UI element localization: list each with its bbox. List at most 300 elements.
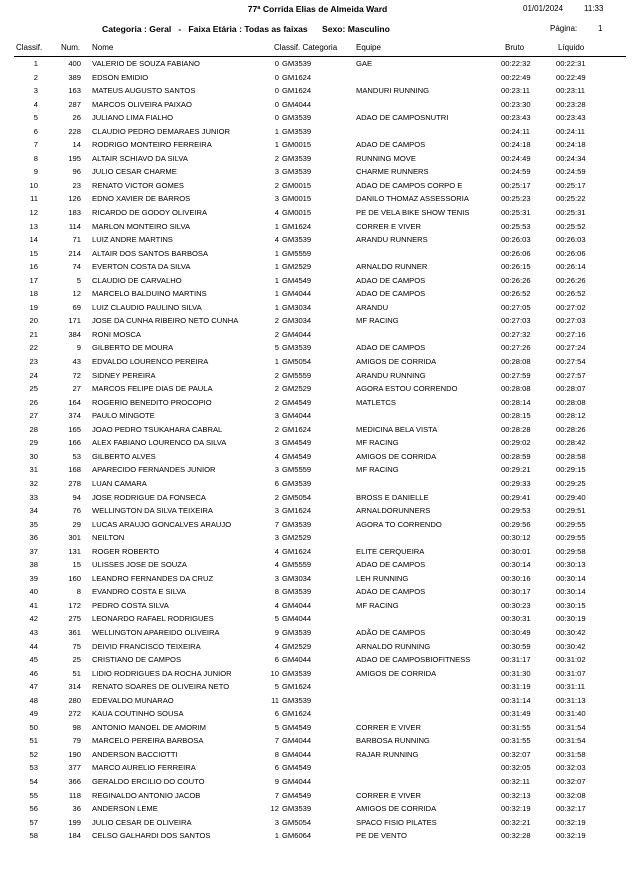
cell-bruto: 00:31:55 [501,722,531,732]
cell-bruto: 00:30:23 [501,600,531,610]
cell-liquido: 00:31:02 [556,655,586,665]
cell-classif: 43 [29,627,38,637]
cell-liquido: 00:31:13 [556,695,586,705]
cell-bruto: 00:27:32 [501,329,531,339]
table-row [0,775,635,789]
header-nome: Nome [92,43,114,52]
cell-categoria: GM4044 [282,600,312,610]
cell-classif-categoria-pos: 2 [274,316,279,326]
cell-liquido: 00:25:31 [556,208,586,218]
table-row [0,531,635,545]
table-row [0,220,635,234]
cell-classif-categoria-pos: 2 [274,397,279,407]
cell-classif-categoria-pos: 3 [274,167,279,177]
cell-classif: 37 [29,546,38,556]
cell-classif-categoria-pos: 1 [274,221,279,231]
table-row [0,599,635,613]
cell-bruto: 00:30:17 [501,587,531,597]
cell-num: 384 [68,329,81,339]
cell-num: 53 [72,451,81,461]
cell-equipe: ARNALDORUNNERS [356,506,431,516]
cell-num: 36 [72,804,81,814]
cell-classif-categoria-pos: 6 [274,478,279,488]
cell-bruto: 00:29:33 [501,478,531,488]
cell-nome: RENATO VICTOR GOMES [92,180,184,190]
cell-num: 301 [68,533,81,543]
cell-bruto: 00:28:28 [501,424,531,434]
cell-nome: ROGERIO BENEDITO PROCOPIO [92,397,212,407]
cell-num: 166 [68,438,81,448]
cell-liquido: 00:30:42 [556,627,586,637]
cell-classif-categoria-pos: 2 [274,180,279,190]
cell-num: 377 [68,763,81,773]
cell-classif: 56 [29,804,38,814]
cell-bruto: 00:29:56 [501,519,531,529]
cell-liquido: 00:29:25 [556,478,586,488]
cell-categoria: GM2529 [282,384,312,394]
cell-num: 272 [68,709,81,719]
cell-num: 71 [72,235,81,245]
cell-classif: 40 [29,587,38,597]
cell-classif: 31 [29,465,38,475]
cell-classif: 7 [33,140,38,150]
cell-bruto: 00:27:05 [501,302,531,312]
table-row [0,585,635,599]
cell-num: 12 [72,289,81,299]
cell-num: 171 [68,316,81,326]
cell-classif-categoria-pos: 2 [274,384,279,394]
cell-liquido: 00:25:17 [556,180,586,190]
cell-categoria: GM1624 [282,546,312,556]
cell-categoria: GM2529 [282,641,312,651]
cell-nome: ALTAIR SCHIAVO DA SILVA [92,153,188,163]
cell-classif-categoria-pos: 7 [274,519,279,529]
cell-num: 278 [68,478,81,488]
cell-classif-categoria-pos: 4 [274,641,279,651]
table-row [0,707,635,721]
cell-liquido: 00:27:16 [556,329,586,339]
cell-classif-categoria-pos: 0 [274,99,279,109]
cell-bruto: 00:29:02 [501,438,531,448]
cell-classif-categoria-pos: 6 [274,763,279,773]
cell-categoria: GM4044 [282,614,312,624]
cell-liquido: 00:29:40 [556,492,586,502]
cell-nome: LUIZ ANDRE MARTINS [92,235,173,245]
cell-equipe: CORRER E VIVER [356,221,421,231]
cell-equipe: CORRER E VIVER [356,790,421,800]
cell-categoria: GM3034 [282,302,312,312]
cell-bruto: 00:23:30 [501,99,531,109]
cell-nome: MATEUS AUGUSTO SANTOS [92,86,196,96]
cell-liquido: 00:26:06 [556,248,586,258]
cell-nome: JOAO PEDRO TSUKAHARA CABRAL [92,424,223,434]
cell-liquido: 00:30:15 [556,600,586,610]
cell-bruto: 00:32:07 [501,749,531,759]
cell-equipe: BROSS E DANIELLE [356,492,429,502]
cell-equipe: LEH RUNNING [356,573,409,583]
cell-num: 314 [68,682,81,692]
cell-nome: JOSE RODRIGUE DA FONSECA [92,492,206,502]
cell-liquido: 00:28:08 [556,397,586,407]
table-row [0,504,635,518]
table-row [0,694,635,708]
cell-classif: 8 [33,153,38,163]
cell-classif: 35 [29,519,38,529]
cell-classif: 10 [29,180,38,190]
table-row [0,111,635,125]
cell-categoria: GM4044 [282,776,312,786]
cell-equipe: AGORA ESTOU CORRENDO [356,384,458,394]
cell-classif-categoria-pos: 1 [274,140,279,150]
table-row [0,734,635,748]
cell-classif: 6 [33,126,38,136]
cell-classif-categoria-pos: 0 [274,59,279,68]
cell-bruto: 00:26:03 [501,235,531,245]
table-row [0,274,635,288]
cell-categoria: GM1624 [282,506,312,516]
cell-num: 43 [72,357,81,367]
cell-bruto: 00:25:17 [501,180,531,190]
cell-classif-categoria-pos: 5 [274,682,279,692]
cell-categoria: GM3539 [282,627,312,637]
table-row [0,816,635,830]
cell-classif-categoria-pos: 8 [274,587,279,597]
header-liquido: Líquido [558,43,585,52]
table-row [0,463,635,477]
table-row [0,355,635,369]
cell-categoria: GM0015 [282,194,312,204]
cell-classif: 52 [29,749,38,759]
cell-bruto: 00:23:43 [501,113,531,123]
cell-categoria: GM6064 [282,831,312,841]
cell-bruto: 00:31:14 [501,695,531,705]
cell-nome: KAUA COUTINHO SOUSA [92,709,184,719]
cell-categoria: GM4549 [282,451,312,461]
cell-num: 361 [68,627,81,637]
cell-num: 76 [72,506,81,516]
cell-num: 14 [72,140,81,150]
cell-liquido: 00:26:03 [556,235,586,245]
cell-bruto: 00:30:31 [501,614,531,624]
cell-classif: 9 [33,167,38,177]
cell-classif-categoria-pos: 8 [274,749,279,759]
cell-liquido: 00:24:18 [556,140,586,150]
cell-num: 118 [68,790,81,800]
cell-bruto: 00:32:13 [501,790,531,800]
table-row [0,558,635,572]
cell-num: 214 [68,248,81,258]
cell-equipe: MF RACING [356,316,399,326]
cell-classif-categoria-pos: 3 [274,194,279,204]
cell-num: 275 [68,614,81,624]
cell-classif-categoria-pos: 0 [274,72,279,82]
cell-classif-categoria-pos: 7 [274,736,279,746]
cell-bruto: 00:22:32 [501,59,531,68]
cell-num: 163 [68,86,81,96]
cell-classif-categoria-pos: 1 [274,289,279,299]
cell-categoria: GM4549 [282,763,312,773]
table-row [0,138,635,152]
cell-classif: 57 [29,817,38,827]
cell-bruto: 00:24:11 [501,126,530,136]
cell-classif: 29 [29,438,38,448]
cell-classif: 18 [29,289,38,299]
cell-classif: 53 [29,763,38,773]
cell-classif: 4 [33,99,38,109]
cell-num: 172 [68,600,81,610]
cell-categoria: GM4549 [282,790,312,800]
cell-bruto: 00:30:01 [501,546,531,556]
cell-categoria: GM5559 [282,248,312,258]
cell-equipe: ADAO DE CAMPOS [356,275,426,285]
cell-categoria: GM3539 [282,59,312,68]
cell-nome: EDEVALDO MUNARAO [92,695,174,705]
cell-nome: LEANDRO FERNANDES DA CRUZ [92,573,214,583]
cell-num: 287 [68,99,81,109]
cell-num: 15 [72,560,81,570]
cell-classif: 41 [29,600,38,610]
cell-num: 27 [72,384,81,394]
cell-classif-categoria-pos: 6 [274,709,279,719]
cell-equipe: PE DE VENTO [356,831,407,841]
cell-equipe: MATLETCS [356,397,396,407]
cell-liquido: 00:26:26 [556,275,586,285]
cell-equipe: ADAO DE CAMPOS [356,560,426,570]
cell-nome: GILBERTO DE MOURA [92,343,174,353]
cell-categoria: GM3539 [282,153,312,163]
cell-nome: CELSO GALHARDI DOS SANTOS [92,831,211,841]
cell-nome: MARCELO PEREIRA BARBOSA [92,736,204,746]
cell-categoria: GM4549 [282,275,312,285]
cell-classif: 32 [29,478,38,488]
cell-equipe: AMIGOS DE CORRIDA [356,357,437,367]
cell-num: 94 [72,492,81,502]
cell-classif-categoria-pos: 11 [271,695,279,705]
cell-classif-categoria-pos: 0 [274,86,279,96]
cell-bruto: 00:24:59 [501,167,531,177]
cell-bruto: 00:31:19 [501,682,531,692]
cell-classif-categoria-pos: 1 [274,357,279,367]
cell-liquido: 00:31:07 [556,668,586,678]
cell-categoria: GM2529 [282,533,312,543]
cell-categoria: GM0015 [282,180,312,190]
cell-classif-categoria-pos: 1 [274,126,279,136]
cell-nome: NEILTON [92,533,125,543]
cell-categoria: GM4044 [282,736,312,746]
cell-num: 374 [68,411,81,421]
cell-num: 96 [72,167,81,177]
cell-classif-categoria-pos: 3 [274,573,279,583]
cell-categoria: GM1624 [282,72,312,82]
cell-equipe: ELITE CERQUEIRA [356,546,425,556]
cell-classif: 15 [29,248,38,258]
cell-liquido: 00:31:40 [556,709,586,719]
cell-num: 366 [68,776,81,786]
cell-categoria: GM4044 [282,289,312,299]
cell-bruto: 00:30:12 [501,533,531,543]
cell-nome: MARCOS FELIPE DIAS DE PAULA [92,384,213,394]
cell-liquido: 00:31:58 [556,749,586,759]
cell-num: 25 [72,655,81,665]
cell-classif-categoria-pos: 2 [274,492,279,502]
cell-liquido: 00:31:54 [556,722,586,732]
cell-categoria: GM5054 [282,492,312,502]
cell-classif: 1 [33,59,38,68]
cell-equipe: RAJAR RUNNING [356,749,419,759]
cell-classif-categoria-pos: 3 [274,411,279,421]
cell-bruto: 00:31:17 [501,655,531,665]
cell-classif-categoria-pos: 4 [274,208,279,218]
cell-categoria: GM4044 [282,749,312,759]
cell-bruto: 00:29:21 [501,465,531,475]
cell-liquido: 00:29:15 [556,465,586,475]
cell-liquido: 00:25:22 [556,194,586,204]
header-equipe: Equipe [356,43,381,52]
cell-num: 23 [72,180,81,190]
cell-liquido: 00:28:58 [556,451,586,461]
cell-classif: 16 [29,262,38,272]
cell-classif-categoria-pos: 2 [274,153,279,163]
cell-liquido: 00:22:49 [556,72,586,82]
cell-bruto: 00:31:30 [501,668,531,678]
cell-num: 190 [68,749,81,759]
cell-bruto: 00:31:55 [501,736,531,746]
cell-classif: 12 [29,208,38,218]
cell-nome: JULIO CESAR DE OLIVEIRA [92,817,192,827]
cell-num: 29 [72,519,81,529]
cell-liquido: 00:31:11 [556,682,585,692]
cell-classif-categoria-pos: 4 [274,546,279,556]
cell-nome: LIDIO RODRIGUES DA ROCHA JUNIOR [92,668,232,678]
cell-bruto: 00:24:49 [501,153,531,163]
cell-categoria: GM4549 [282,438,312,448]
cell-categoria: GM3034 [282,573,312,583]
cell-num: 199 [68,817,81,827]
table-row [0,233,635,247]
table-row [0,436,635,450]
cell-classif-categoria-pos: 2 [274,370,279,380]
cell-nome: CLAUDIO DE CARVALHO [92,275,182,285]
cell-equipe: GAE [356,59,373,68]
cell-nome: GERALDO ERCILIO DO COUTO [92,776,205,786]
cell-classif: 46 [29,668,38,678]
cell-nome: JULIO CESAR CHARME [92,167,177,177]
cell-liquido: 00:26:52 [556,289,586,299]
cell-nome: ROGER ROBERTO [92,546,160,556]
cell-classif: 17 [29,275,38,285]
cell-classif: 48 [29,695,38,705]
cell-nome: PEDRO COSTA SILVA [92,600,169,610]
cell-classif-categoria-pos: 9 [274,627,279,637]
cell-liquido: 00:32:19 [556,831,586,841]
cell-classif-categoria-pos: 12 [270,804,279,814]
cell-classif: 22 [29,343,38,353]
cell-nome: RONI MOSCA [92,329,141,339]
cell-categoria: GM5054 [282,357,312,367]
cell-liquido: 00:27:24 [556,343,586,353]
cell-categoria: GM4044 [282,329,312,339]
cell-nome: ANDERSON LEME [92,804,158,814]
table-row [0,287,635,301]
cell-liquido: 00:29:51 [556,506,586,516]
table-row [0,260,635,274]
cell-classif: 47 [29,682,38,692]
cell-classif-categoria-pos: 5 [274,614,279,624]
cell-categoria: GM4044 [282,411,312,421]
cell-equipe: MANDURI RUNNING [356,86,429,96]
cell-num: 8 [76,587,81,597]
cell-classif-categoria-pos: 4 [274,600,279,610]
cell-nome: GILBERTO ALVES [92,451,156,461]
cell-categoria: GM1624 [282,221,312,231]
table-row [0,761,635,775]
cell-classif: 28 [29,424,38,434]
cell-categoria: GM1624 [282,86,312,96]
table-row [0,98,635,112]
cell-equipe: RUNNING MOVE [356,153,416,163]
cell-nome: VALERIO DE SOUZA FABIANO [92,59,200,68]
cell-num: 114 [68,221,81,231]
cell-nome: EVANDRO COSTA E SILVA [92,587,186,597]
cell-nome: JULIANO LIMA FIALHO [92,113,174,123]
cell-classif-categoria-pos: 1 [274,831,279,841]
cell-nome: RICARDO DE GODOY OLIVEIRA [92,208,208,218]
cell-liquido: 00:28:07 [556,384,586,394]
cell-num: 183 [68,208,81,218]
cell-bruto: 00:28:14 [501,397,531,407]
cell-nome: ULISSES JOSE DE SOUZA [92,560,187,570]
cell-equipe: ARNALDO RUNNER [356,262,428,272]
cell-liquido: 00:26:14 [556,262,586,272]
cell-classif: 3 [33,86,38,96]
cell-nome: MARCO AURELIO FERREIRA [92,763,196,773]
cell-classif-categoria-pos: 5 [274,343,279,353]
cell-classif-categoria-pos: 4 [274,235,279,245]
table-row [0,491,635,505]
cell-liquido: 00:28:26 [556,424,586,434]
cell-num: 168 [68,465,81,475]
cell-equipe: AMIGOS DE CORRIDA [356,804,437,814]
cell-num: 184 [68,831,81,841]
cell-equipe: ADÃO DE CAMPOS [356,627,426,637]
cell-bruto: 00:26:15 [501,262,531,272]
cell-equipe: ARANDU [356,302,389,312]
cell-nome: REGINALDO ANTONIO JACOB [92,790,201,800]
cell-equipe: ARANDU RUNNING [356,370,426,380]
cell-num: 26 [72,113,81,123]
cell-num: 51 [72,668,81,678]
cell-classif: 36 [29,533,38,543]
cell-classif: 27 [29,411,38,421]
page-label: Página: [550,24,578,33]
report-title: 77ª Corrida Elias de Almeida Ward [247,4,388,14]
cell-nome: JOSE DA CUNHA RIBEIRO NETO CUNHA [92,316,239,326]
cell-liquido: 00:24:11 [556,126,585,136]
cell-classif-categoria-pos: 1 [274,275,279,285]
cell-liquido: 00:32:07 [556,776,586,786]
table-row [0,640,635,654]
cell-equipe: BARBOSA RUNNING [356,736,430,746]
cell-bruto: 00:28:08 [501,357,531,367]
cell-categoria: GM4044 [282,99,312,109]
table-row [0,369,635,383]
cell-classif-categoria-pos: 2 [274,424,279,434]
cell-classif-categoria-pos: 3 [274,817,279,827]
cell-classif: 42 [29,614,38,624]
cell-num: 5 [76,275,81,285]
cell-liquido: 00:32:03 [556,763,586,773]
cell-equipe: MEDICINA BELA VISTA [356,424,438,434]
